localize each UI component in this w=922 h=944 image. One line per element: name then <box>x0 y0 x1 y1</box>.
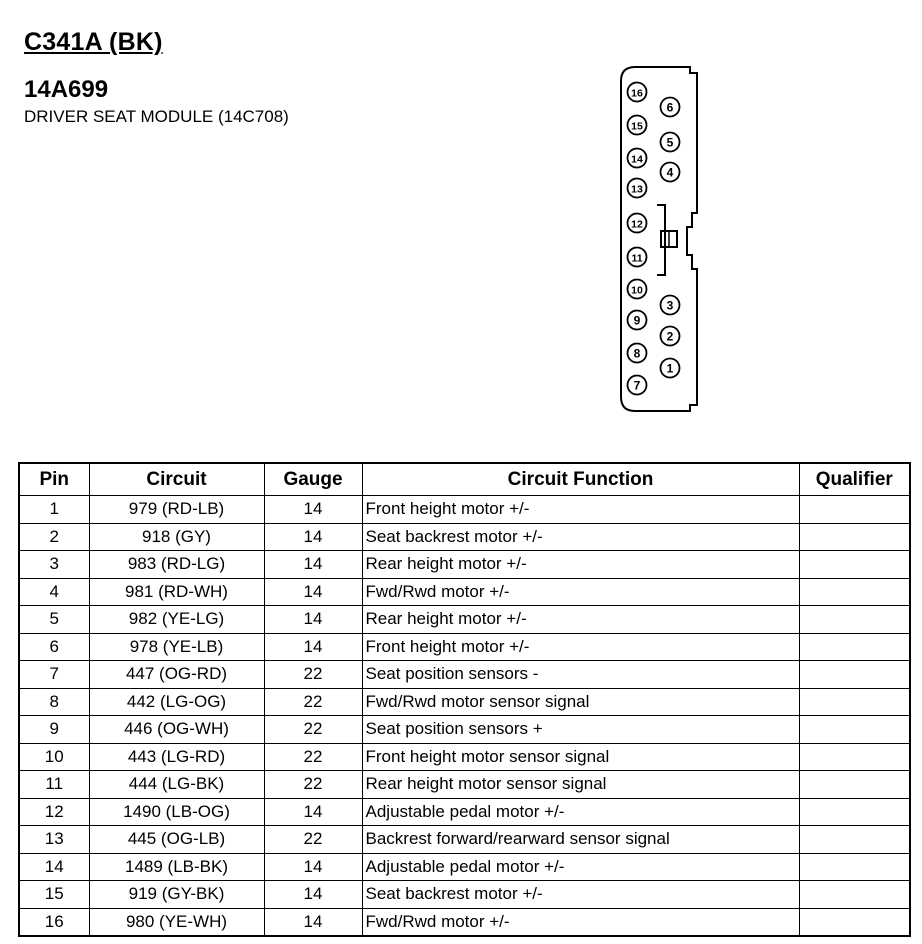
pin-marker <box>661 296 680 315</box>
qualifier-cell <box>799 551 910 579</box>
pin-number-label: 7 <box>633 378 641 393</box>
circuit-function-cell: Front height motor +/- <box>362 496 799 524</box>
table-row <box>19 578 910 606</box>
table-row <box>19 523 910 551</box>
table-row <box>19 688 910 716</box>
pin-marker <box>628 311 647 330</box>
pin-number-label: 1 <box>666 361 674 376</box>
circuit-function-cell: Rear height motor +/- <box>362 606 799 634</box>
circuit-cell: 980 (YE-WH) <box>89 908 264 936</box>
circuit-cell: 446 (OG-WH) <box>89 716 264 744</box>
circuit-cell: 983 (RD-LG) <box>89 551 264 579</box>
table-row <box>19 606 910 634</box>
pin-marker <box>628 214 647 233</box>
table-row <box>19 853 910 881</box>
pin-cell: 12 <box>19 798 89 826</box>
gauge-cell: 14 <box>264 523 362 551</box>
gauge-cell: 22 <box>264 826 362 854</box>
pin-table-header-row <box>19 463 910 496</box>
header-qualifier: Qualifier <box>799 463 910 496</box>
pin-cell: 2 <box>19 523 89 551</box>
pin-number-label: 8 <box>633 346 641 361</box>
circuit-cell: 1489 (LB-BK) <box>89 853 264 881</box>
gauge-cell: 14 <box>264 908 362 936</box>
pin-number-label: 9 <box>633 313 641 328</box>
qualifier-cell <box>799 716 910 744</box>
circuit-function-cell: Fwd/Rwd motor +/- <box>362 908 799 936</box>
module-name: DRIVER SEAT MODULE (14C708) <box>24 107 289 126</box>
connector-title: C341A (BK) <box>24 28 163 56</box>
gauge-cell: 14 <box>264 551 362 579</box>
pin-marker <box>628 280 647 299</box>
qualifier-cell <box>799 826 910 854</box>
circuit-function-cell: Seat backrest motor +/- <box>362 523 799 551</box>
circuit-cell: 445 (OG-LB) <box>89 826 264 854</box>
qualifier-cell <box>799 578 910 606</box>
header-circuit: Circuit <box>89 463 264 496</box>
gauge-cell: 14 <box>264 606 362 634</box>
circuit-cell: 979 (RD-LB) <box>89 496 264 524</box>
pin-marker <box>661 133 680 152</box>
qualifier-cell <box>799 523 910 551</box>
circuit-cell: 442 (LG-OG) <box>89 688 264 716</box>
header-pin: Pin <box>19 463 89 496</box>
gauge-cell: 22 <box>264 771 362 799</box>
gauge-cell: 14 <box>264 578 362 606</box>
pin-marker <box>661 359 680 378</box>
table-row <box>19 771 910 799</box>
header-gauge: Gauge <box>264 463 362 496</box>
pin-cell: 5 <box>19 606 89 634</box>
pin-number-label: 5 <box>666 135 674 150</box>
pin-cell: 7 <box>19 661 89 689</box>
pin-marker <box>628 83 647 102</box>
circuit-cell: 918 (GY) <box>89 523 264 551</box>
pin-marker <box>628 344 647 363</box>
pin-cell: 8 <box>19 688 89 716</box>
gauge-cell: 22 <box>264 661 362 689</box>
pin-marker <box>661 98 680 117</box>
table-row <box>19 661 910 689</box>
circuit-function-cell: Rear height motor +/- <box>362 551 799 579</box>
connector-housing-outline <box>621 67 697 411</box>
circuit-function-cell: Backrest forward/rearward sensor signal <box>362 826 799 854</box>
pin-marker <box>661 327 680 346</box>
pin-cell: 15 <box>19 881 89 909</box>
qualifier-cell <box>799 908 910 936</box>
circuit-cell: 444 (LG-BK) <box>89 771 264 799</box>
gauge-cell: 14 <box>264 798 362 826</box>
circuit-cell: 443 (LG-RD) <box>89 743 264 771</box>
qualifier-cell <box>799 688 910 716</box>
pin-number-label: 16 <box>631 87 643 100</box>
gauge-cell: 14 <box>264 881 362 909</box>
circuit-function-cell: Front height motor sensor signal <box>362 743 799 771</box>
circuit-function-cell: Seat position sensors - <box>362 661 799 689</box>
pin-table <box>18 462 911 937</box>
gauge-cell: 14 <box>264 496 362 524</box>
pin-cell: 6 <box>19 633 89 661</box>
pin-number-label: 14 <box>631 153 643 166</box>
circuit-function-cell: Front height motor +/- <box>362 633 799 661</box>
table-row <box>19 716 910 744</box>
pin-number-label: 3 <box>666 298 674 313</box>
circuit-cell: 982 (YE-LG) <box>89 606 264 634</box>
pin-number-label: 11 <box>631 252 643 265</box>
circuit-function-cell: Adjustable pedal motor +/- <box>362 853 799 881</box>
pin-number-label: 4 <box>666 165 674 180</box>
pin-number-label: 10 <box>631 284 643 297</box>
qualifier-cell <box>799 853 910 881</box>
pin-number-label: 13 <box>631 183 643 196</box>
qualifier-cell <box>799 496 910 524</box>
pin-number-label: 15 <box>631 120 643 133</box>
table-row <box>19 826 910 854</box>
table-row <box>19 743 910 771</box>
circuit-cell: 978 (YE-LB) <box>89 633 264 661</box>
qualifier-cell <box>799 743 910 771</box>
qualifier-cell <box>799 606 910 634</box>
gauge-cell: 22 <box>264 743 362 771</box>
table-row <box>19 551 910 579</box>
circuit-function-cell: Fwd/Rwd motor sensor signal <box>362 688 799 716</box>
gauge-cell: 22 <box>264 716 362 744</box>
table-row <box>19 881 910 909</box>
circuit-function-cell: Seat position sensors + <box>362 716 799 744</box>
pin-marker <box>661 163 680 182</box>
pin-marker <box>628 149 647 168</box>
qualifier-cell <box>799 798 910 826</box>
pin-marker <box>628 179 647 198</box>
table-row <box>19 633 910 661</box>
qualifier-cell <box>799 661 910 689</box>
circuit-function-cell: Rear height motor sensor signal <box>362 771 799 799</box>
table-row <box>19 798 910 826</box>
pin-marker <box>628 248 647 267</box>
qualifier-cell <box>799 633 910 661</box>
gauge-cell: 22 <box>264 688 362 716</box>
circuit-cell: 1490 (LB-OG) <box>89 798 264 826</box>
circuit-cell: 981 (RD-WH) <box>89 578 264 606</box>
pin-cell: 14 <box>19 853 89 881</box>
table-row <box>19 908 910 936</box>
connector-face-diagram <box>617 65 702 415</box>
circuit-cell: 919 (GY-BK) <box>89 881 264 909</box>
pin-marker <box>628 376 647 395</box>
part-number: 14A699 <box>24 76 109 103</box>
pin-cell: 16 <box>19 908 89 936</box>
circuit-function-cell: Seat backrest motor +/- <box>362 881 799 909</box>
pin-number-label: 6 <box>666 100 674 115</box>
pin-cell: 9 <box>19 716 89 744</box>
table-row <box>19 496 910 524</box>
pin-number-label: 2 <box>666 329 674 344</box>
circuit-function-cell: Adjustable pedal motor +/- <box>362 798 799 826</box>
pin-number-label: 12 <box>631 218 643 231</box>
pin-cell: 11 <box>19 771 89 799</box>
pin-cell: 10 <box>19 743 89 771</box>
pin-cell: 4 <box>19 578 89 606</box>
qualifier-cell <box>799 771 910 799</box>
qualifier-cell <box>799 881 910 909</box>
gauge-cell: 14 <box>264 633 362 661</box>
pin-cell: 1 <box>19 496 89 524</box>
gauge-cell: 14 <box>264 853 362 881</box>
pin-cell: 13 <box>19 826 89 854</box>
header-circuit-function: Circuit Function <box>362 463 799 496</box>
pin-marker <box>628 116 647 135</box>
pin-cell: 3 <box>19 551 89 579</box>
circuit-cell: 447 (OG-RD) <box>89 661 264 689</box>
circuit-function-cell: Fwd/Rwd motor +/- <box>362 578 799 606</box>
